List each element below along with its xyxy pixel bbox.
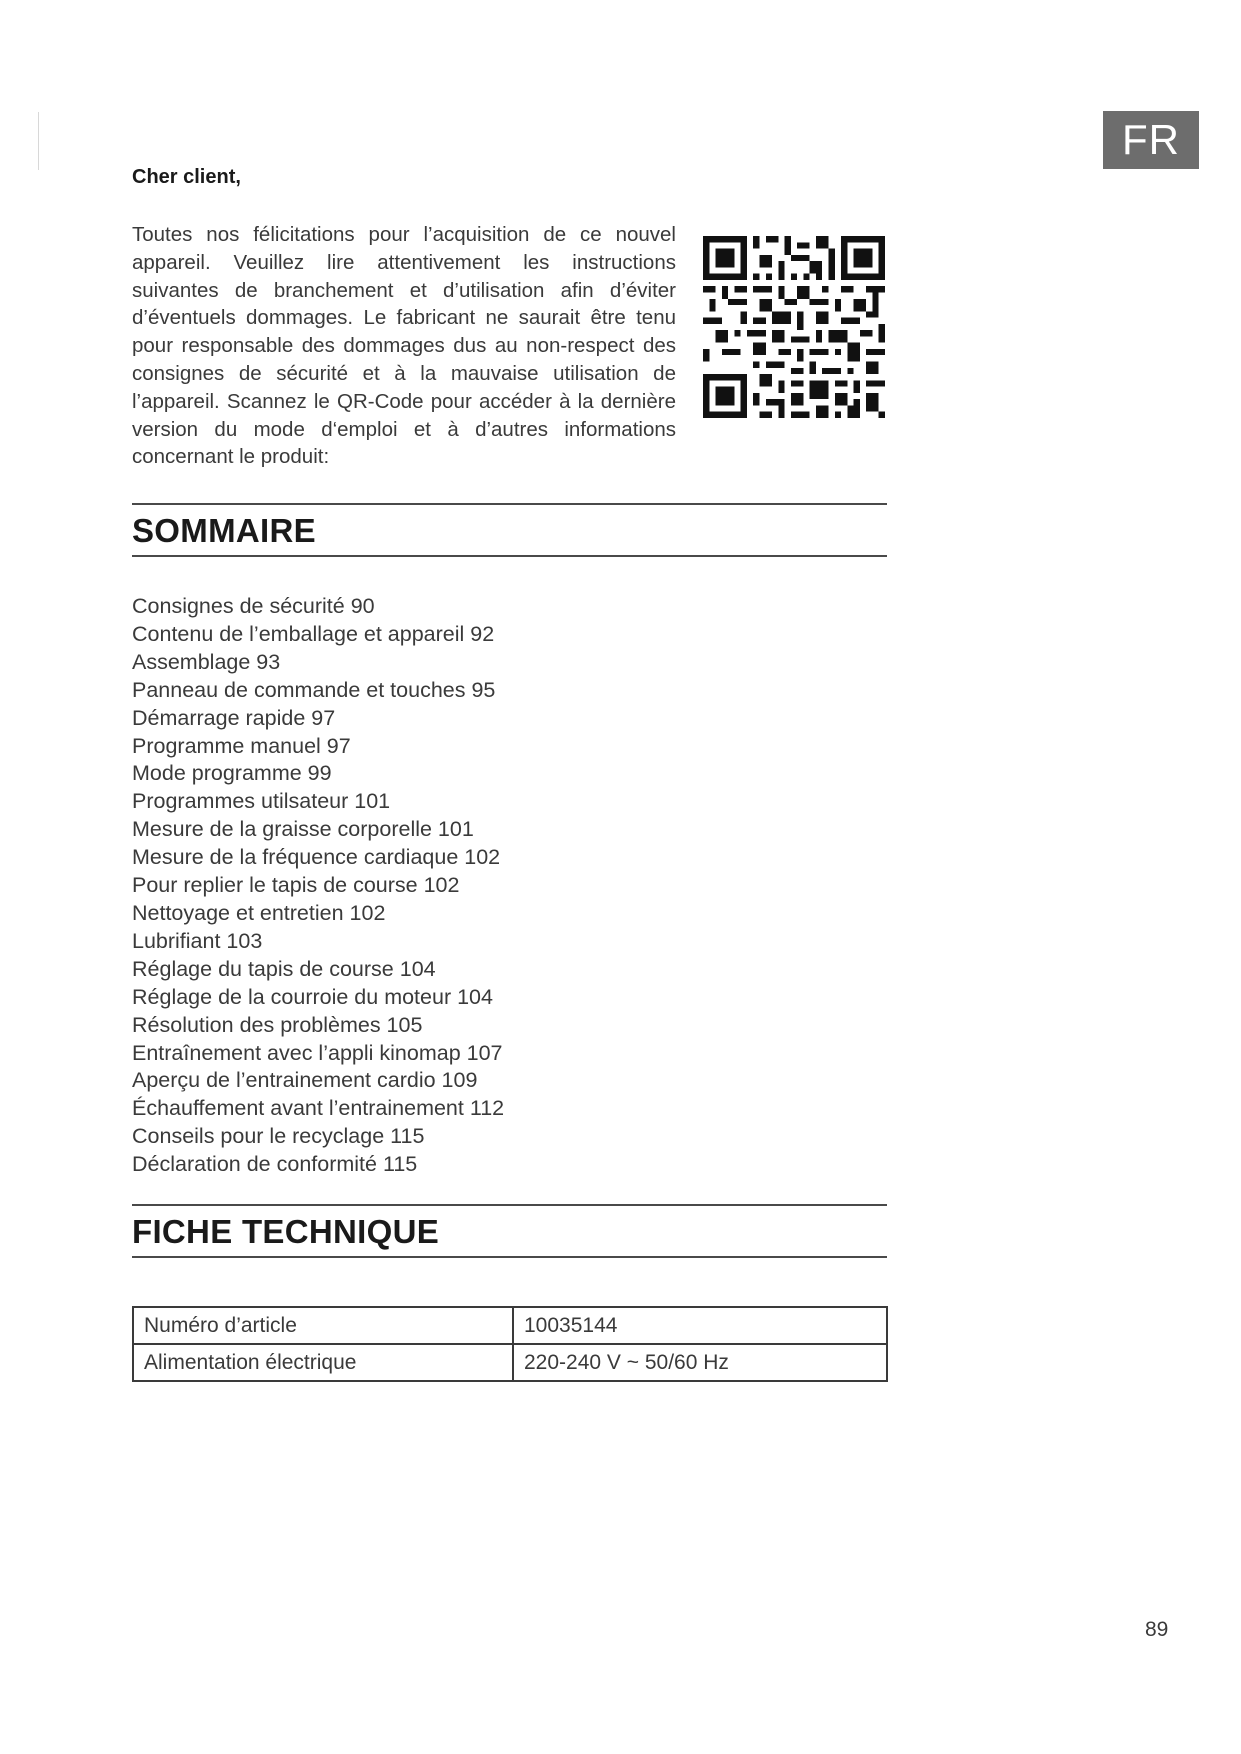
- toc-item[interactable]: Résolution des problèmes 105: [132, 1012, 423, 1037]
- toc-item[interactable]: Réglage de la courroie du moteur 104: [132, 984, 493, 1009]
- toc-item[interactable]: Assemblage 93: [132, 649, 281, 674]
- toc-item[interactable]: Mode programme 99: [132, 761, 332, 786]
- toc-item[interactable]: Mesure de la fréquence cardiaque 102: [132, 845, 501, 870]
- toc-item[interactable]: Programmes utilsateur 101: [132, 789, 391, 814]
- toc-item[interactable]: Échauffement avant l’entrainement 112: [132, 1096, 505, 1121]
- toc-item[interactable]: Nettoyage et entretien 102: [132, 900, 386, 925]
- spec-label: Numéro d’article: [133, 1307, 513, 1344]
- spec-table: [132, 1306, 888, 1382]
- toc-item[interactable]: Contenu de l’emballage et appareil 92: [132, 621, 495, 646]
- qr-code-icon[interactable]: [703, 236, 885, 418]
- toc-item[interactable]: Conseils pour le recyclage 115: [132, 1124, 425, 1149]
- rule-spec-bottom: [132, 1256, 887, 1258]
- greeting: Cher client,: [132, 166, 241, 188]
- toc-item[interactable]: Réglage du tapis de course 104: [132, 956, 436, 981]
- toc-item[interactable]: Pour replier le tapis de course 102: [132, 873, 460, 898]
- page-number: 89: [1145, 1618, 1169, 1641]
- toc-item[interactable]: Entraînement avec l’appli kinomap 107: [132, 1040, 503, 1065]
- spec-label: Alimentation électrique: [133, 1344, 513, 1381]
- margin-line: [38, 112, 39, 170]
- toc-item[interactable]: Mesure de la graisse corporelle 101: [132, 817, 474, 842]
- toc-item[interactable]: Déclaration de conformité 115: [132, 1152, 418, 1177]
- table-row: [133, 1307, 887, 1344]
- rule-spec-top: [132, 1204, 887, 1206]
- spec-title: FICHE TECHNIQUE: [132, 1213, 440, 1250]
- language-tab: FR: [1103, 111, 1199, 169]
- spec-value: 220-240 V ~ 50/60 Hz: [513, 1344, 887, 1381]
- spec-value: 10035144: [513, 1307, 887, 1344]
- intro-paragraph: Toutes nos félicitations pour l’acquisition de ce nouvel appareil. Veuillez lire attentivement les instructions suivantes de branchement et d’utilisation afin d’éviter d’éventuels dommages. Le fabricant ne saurait être tenu pour responsable des dommages dus au non-respect des consignes de sécurité et à la mauvaise utilisation de l’appareil. Scannez le QR-Code pour accéder à la dernière version du mode d‘emploi et à d’autres informations concernant le produit:: [132, 223, 676, 469]
- toc-item[interactable]: Lubrifiant 103: [132, 928, 263, 953]
- toc-item[interactable]: Démarrage rapide 97: [132, 705, 336, 730]
- toc-item[interactable]: Aperçu de l’entrainement cardio 109: [132, 1068, 478, 1093]
- toc-item[interactable]: Consignes de sécurité 90: [132, 594, 375, 618]
- toc-item[interactable]: Programme manuel 97: [132, 733, 351, 758]
- table-row: [133, 1344, 887, 1381]
- rule-toc-bottom: [132, 555, 887, 557]
- table-of-contents: [132, 593, 504, 1179]
- rule-toc-top: [132, 503, 887, 505]
- toc-title: SOMMAIRE: [132, 512, 316, 549]
- toc-item[interactable]: Panneau de commande et touches 95: [132, 677, 496, 702]
